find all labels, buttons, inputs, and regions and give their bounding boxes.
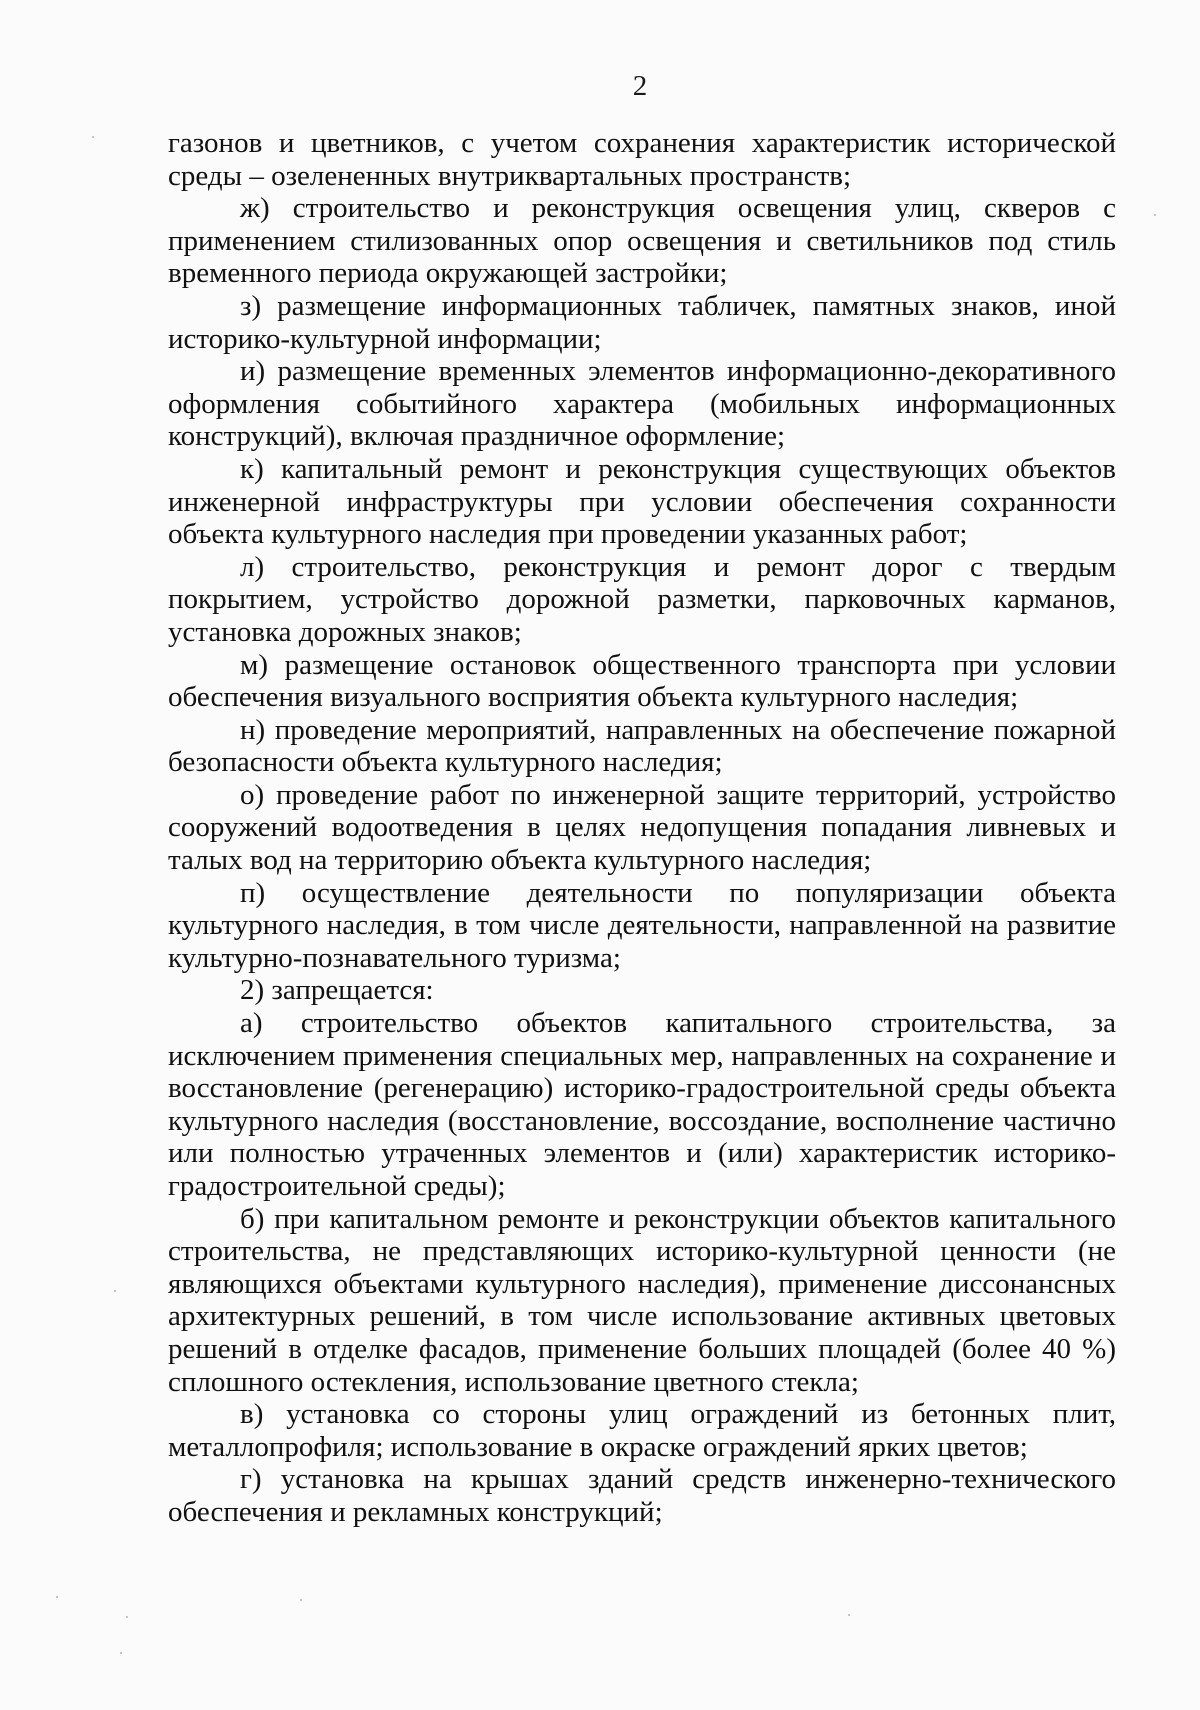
paragraph-item-k: к) капитальный ремонт и реконструкция существующих объектов инженерной инфраструктуры при условии обеспечения сохранности объекта культурного наследия при проведении указанных работ;: [168, 452, 1116, 551]
paragraph-item-z: з) размещение информационных табличек, памятных знаков, иной историко-культурной информации;: [168, 289, 1116, 355]
paragraph-item-g: г) установка на крышах зданий средств инженерно-технического обеспечения и рекламных конструкций;: [168, 1463, 1116, 1528]
scan-speck: [300, 1599, 302, 1601]
paragraph-item-p: п) осуществление деятельности по популяризации объекта культурного наследия, в том числе деятельности, направленной на развитие культурно-познавательного туризма;: [168, 876, 1116, 974]
scan-speck: [56, 1596, 58, 1598]
paragraph-section-2-heading: 2) запрещается:: [240, 974, 434, 1007]
scan-speck: [114, 1290, 116, 1292]
scan-speck: [120, 1652, 122, 1654]
document-body: [168, 127, 1116, 1529]
paragraph-item-l: л) строительство, реконструкция и ремонт дорог с твердым покрытием, устройство дорожной разметки, парковочных карманов, установка дорожных знаков;: [168, 550, 1116, 648]
page-number: 2: [632, 70, 648, 102]
paragraph-item-a: а) строительство объектов капитального строительства, за исключением применения специальных мер, направленных на сохранение и восстановление (регенерацию) историко-градостроительной среды объекта культурного наследия (восстановление, воссоздание, восполнение частично или полностью утраченных элементов и (или) характеристик историко-градостроительной среды);: [168, 1007, 1116, 1202]
paragraph-item-v: в) установка со стороны улиц ограждений из бетонных плит, металлопрофиля; использование в окраске ограждений ярких цветов;: [168, 1398, 1116, 1463]
paragraph-item-i: и) размещение временных элементов информационно-декоративного оформления событийного характера (мобильных информационных конструкций), включая праздничное оформление;: [168, 355, 1116, 453]
scan-speck: [92, 136, 94, 138]
scan-speck: [1154, 214, 1156, 216]
paragraph-item-o: о) проведение работ по инженерной защите территорий, устройство сооружений водоотведения в целях недопущения попадания ливневых и талых вод на территорию объекта культурного наследия;: [168, 778, 1116, 877]
scan-speck: [848, 1614, 850, 1616]
paragraph-continuation: газонов и цветников, с учетом сохранения характеристик исторической среды – озелененных внутриквартальных пространств;: [168, 127, 1116, 192]
paragraph-item-zh: ж) строительство и реконструкция освещения улиц, скверов с применением стилизованных опор освещения и светильников под стиль временного периода окружающей застройки;: [168, 192, 1116, 290]
paragraph-item-m: м) размещение остановок общественного транспорта при условии обеспечения визуального восприятия объекта культурного наследия;: [168, 648, 1116, 714]
paragraph-item-n: н) проведение мероприятий, направленных на обеспечение пожарной безопасности объекта культурного наследия;: [168, 713, 1116, 779]
paragraph-item-b: б) при капитальном ремонте и реконструкции объектов капитального строительства, не представляющих историко-культурной ценности (не являющихся объектами культурного наследия), применение диссонансных архитектурных решений, в том числе использование активных цветовых решений в отделке фасадов, применение больших площадей (более 40 %) сплошного остекления, использование цветного стекла;: [168, 1202, 1116, 1398]
scan-speck: [126, 1616, 128, 1618]
